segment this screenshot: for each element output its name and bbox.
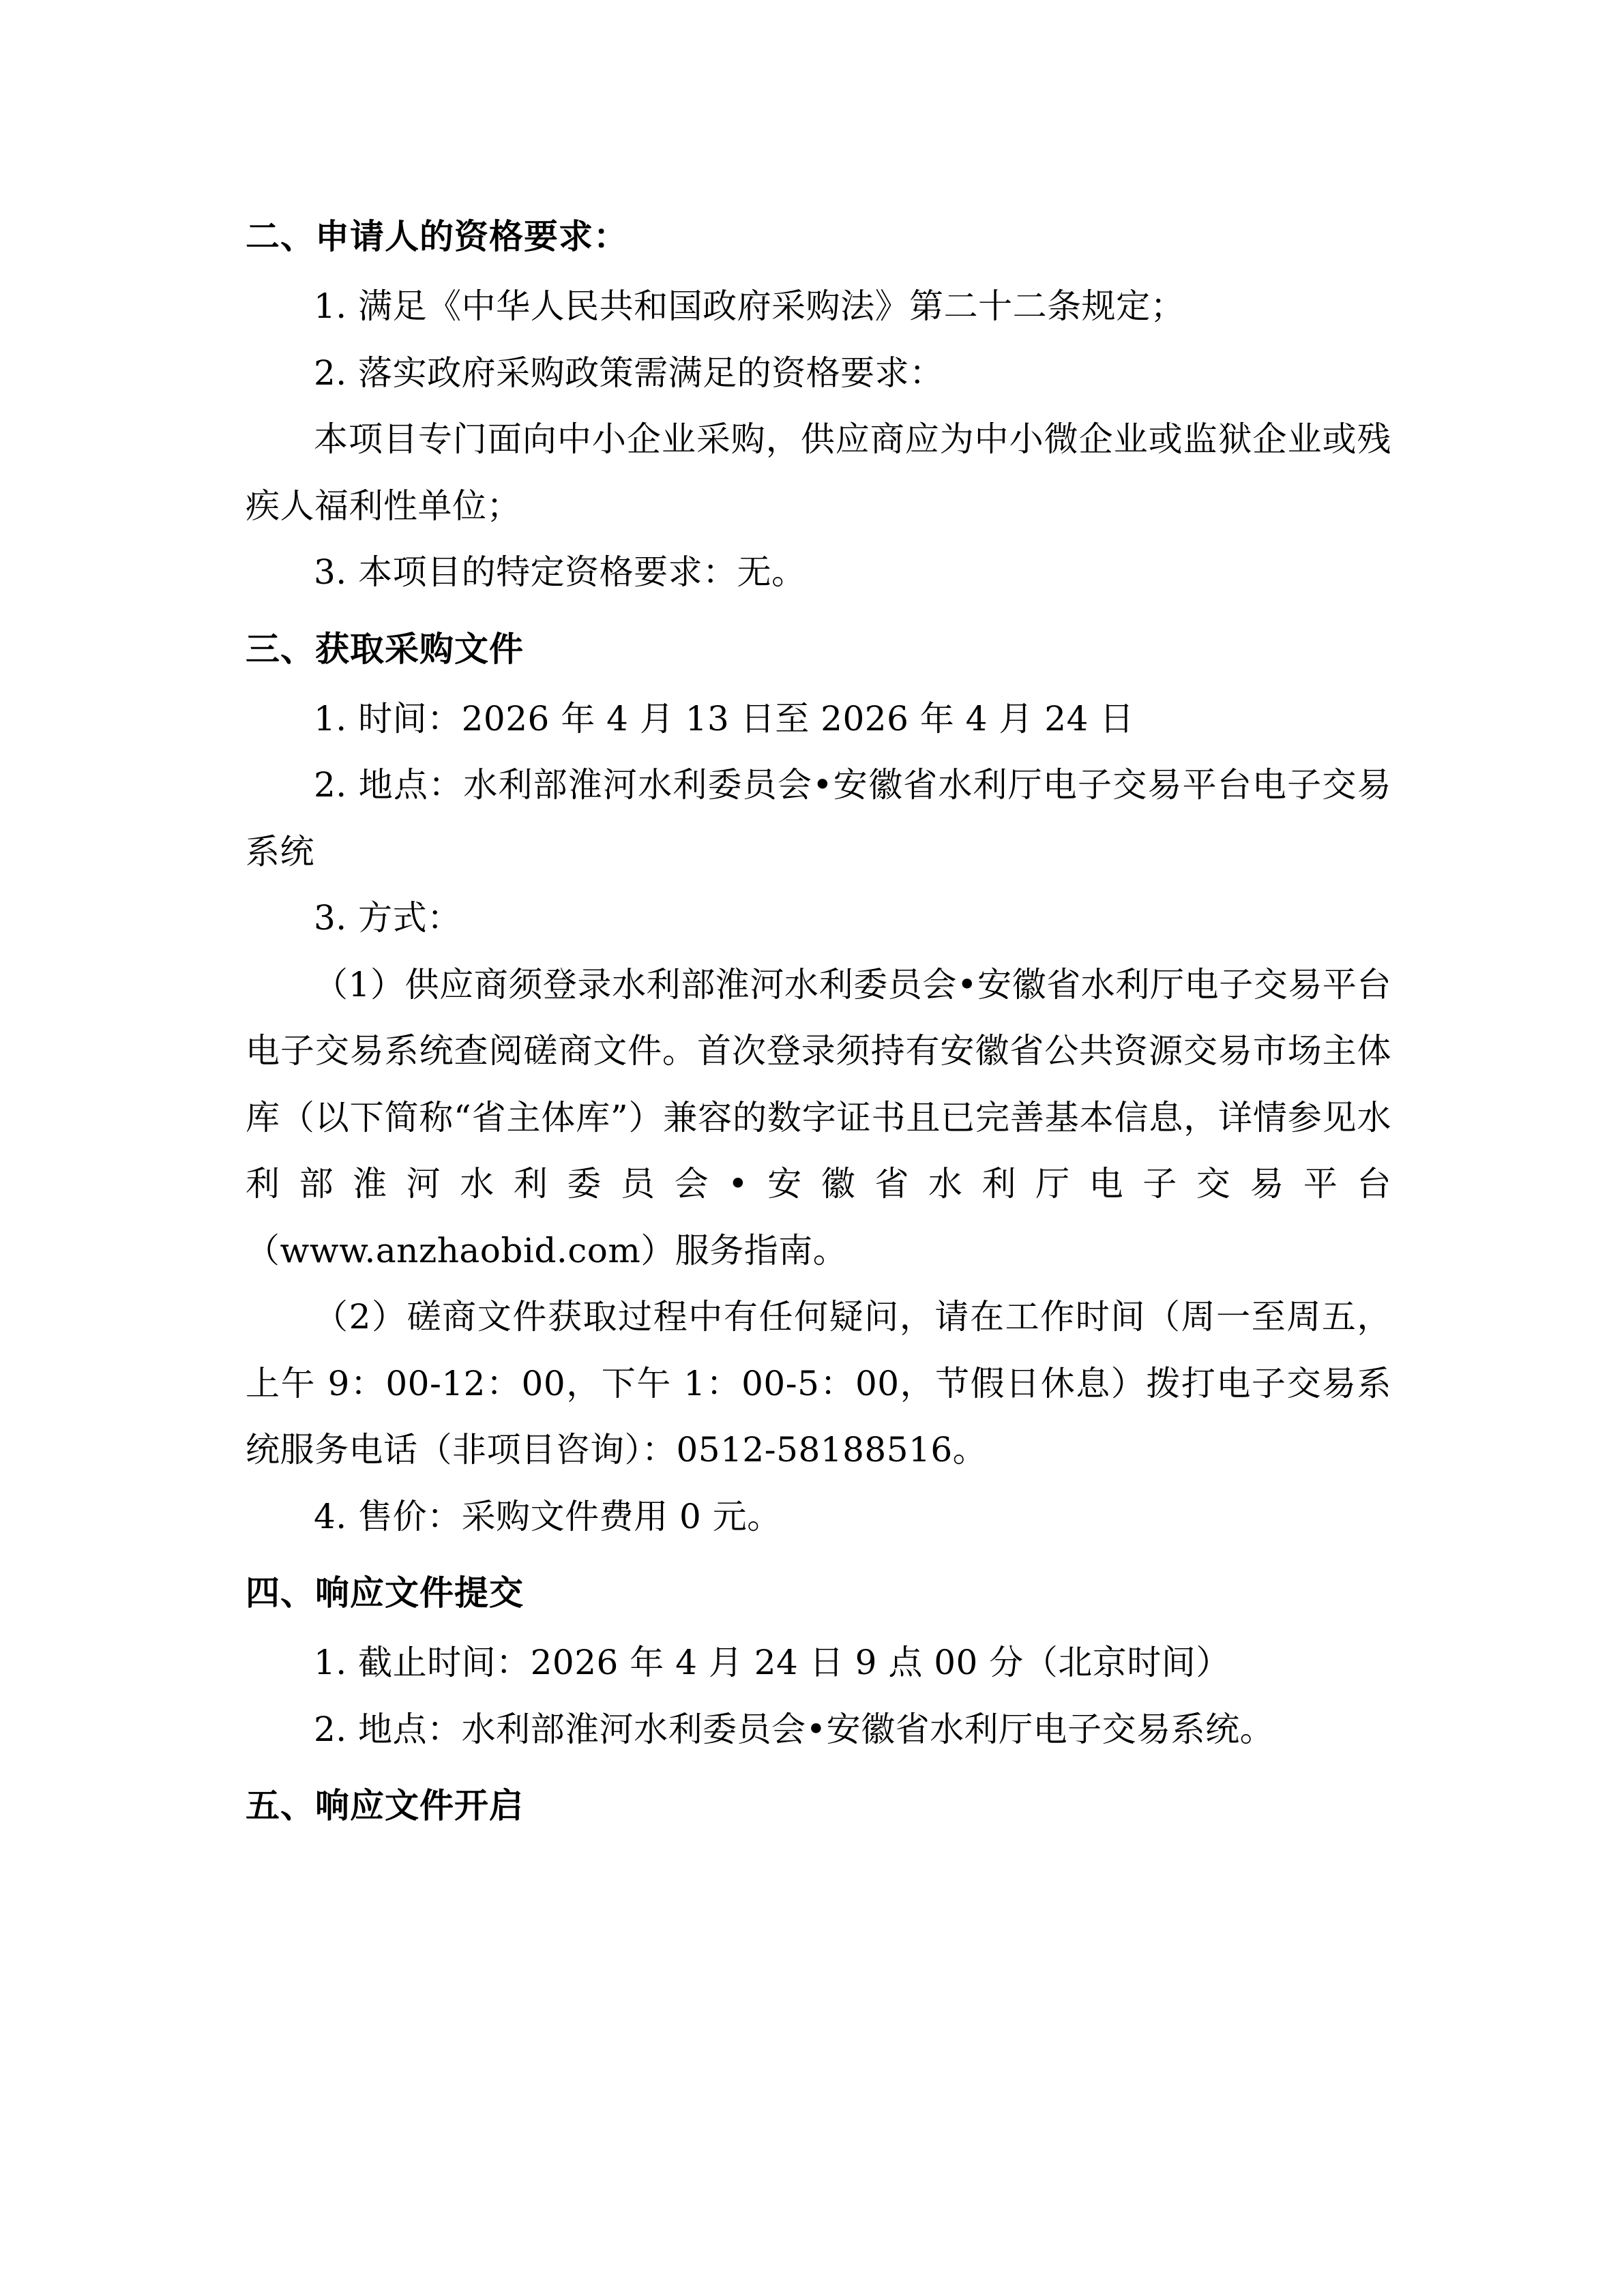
paragraph-3-4: （1）供应商须登录水利部淮河水利委员会•安徽省水利厅电子交易平台电子交易系统查阅磋商文件。首次登录须持有安徽省公共资源交易市场主体库（以下简称“省主体库”）兼容的数字证书且已完善基本信息，详情参见水利部淮河水利委员会•安徽省水利厅电子交易平台（www.anzhaobid.com）服务指南。	[246, 964, 1391, 1270]
paragraph-2-3: 本项目专门面向中小企业采购，供应商应为中小微企业或监狱企业或残疾人福利性单位；	[246, 419, 1391, 526]
paragraph-3-3: 3. 方式：	[314, 898, 462, 938]
section-heading-two: 二、申请人的资格要求：	[246, 217, 628, 256]
paragraph-3-5: （2）磋商文件获取过程中有任何疑问，请在工作时间（周一至周五，上午 9：00-12：00，下午 1：00-5：00，节假日休息）拨打电子交易系统服务电话（非项目咨询）：0512-58188516。	[246, 1297, 1391, 1470]
section-heading-five: 五、响应文件开启	[246, 1786, 524, 1825]
paragraph-2-2: 2. 落实政府采购政策需满足的资格要求：	[314, 353, 944, 393]
paragraph-3-2: 2. 地点：水利部淮河水利委员会•安徽省水利厅电子交易平台电子交易系统	[246, 765, 1391, 871]
section-heading-four: 四、响应文件提交	[246, 1573, 524, 1613]
document-body	[246, 205, 1391, 1843]
paragraph-2-1: 1. 满足《中华人民共和国政府采购法》第二十二条规定；	[314, 286, 1185, 326]
paragraph-3-1: 1. 时间：2026 年 4 月 13 日至 2026 年 4 月 24 日	[314, 698, 1134, 739]
paragraph-2-4: 3. 本项目的特定资格要求：无。	[314, 552, 806, 592]
section-heading-three: 三、获取采购文件	[246, 629, 524, 669]
paragraph-4-2: 2. 地点：水利部淮河水利委员会•安徽省水利厅电子交易系统。	[314, 1709, 1275, 1749]
paragraph-4-1: 1. 截止时间：2026 年 4 月 24 日 9 点 00 分（北京时间）	[314, 1643, 1230, 1682]
paragraph-3-6: 4. 售价：采购文件费用 0 元。	[314, 1496, 782, 1536]
